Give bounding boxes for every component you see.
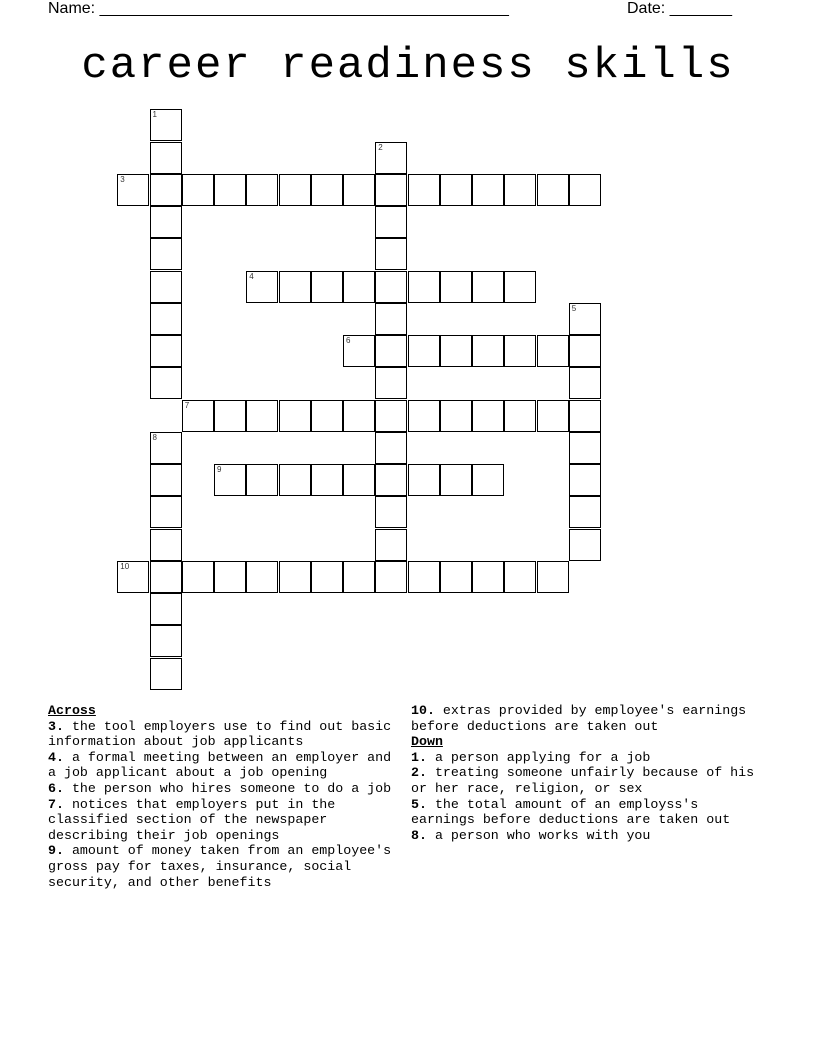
grid-cell[interactable]	[375, 271, 407, 303]
grid-cell[interactable]	[472, 400, 504, 432]
across-heading: Across	[48, 703, 96, 718]
grid-cell[interactable]	[408, 561, 440, 593]
clue-number: 1	[152, 110, 157, 120]
grid-cell[interactable]	[311, 271, 343, 303]
grid-cell[interactable]	[569, 367, 601, 399]
down-clue	[411, 765, 766, 796]
grid-cell[interactable]	[569, 496, 601, 528]
grid-cell[interactable]	[150, 271, 182, 303]
grid-cell[interactable]	[408, 400, 440, 432]
grid-cell[interactable]	[343, 400, 375, 432]
grid-cell[interactable]	[150, 658, 182, 690]
grid-cell[interactable]	[375, 496, 407, 528]
grid-cell[interactable]	[537, 335, 569, 367]
grid-cell[interactable]	[150, 109, 182, 141]
grid-cell[interactable]	[504, 561, 536, 593]
grid-cell[interactable]	[214, 464, 246, 496]
grid-cell[interactable]	[504, 271, 536, 303]
grid-cell[interactable]	[343, 174, 375, 206]
grid-cell[interactable]	[150, 206, 182, 238]
clue-number: 3	[120, 174, 125, 184]
grid-cell[interactable]	[246, 561, 278, 593]
grid-cell[interactable]	[279, 174, 311, 206]
grid-cell[interactable]	[311, 561, 343, 593]
clue-text: a formal meeting between an employer and a job applicant about a job opening	[48, 749, 392, 781]
grid-cell[interactable]	[375, 238, 407, 270]
grid-cell[interactable]	[182, 400, 214, 432]
grid-cell[interactable]	[537, 400, 569, 432]
clue-text: the total amount of an employss's earnings before deductions are taken out	[411, 796, 731, 828]
grid-cell[interactable]	[408, 174, 440, 206]
down-clue	[411, 828, 766, 844]
grid-cell[interactable]	[150, 529, 182, 561]
grid-cell[interactable]	[150, 496, 182, 528]
across-clue	[48, 797, 403, 844]
down-clue	[411, 750, 766, 766]
grid-cell[interactable]	[246, 464, 278, 496]
clue-text: the person who hires someone to do a job	[63, 780, 392, 796]
clue-text: notices that employers put in the classified section of the newspaper describing their job openings	[48, 796, 336, 843]
grid-cell[interactable]	[440, 335, 472, 367]
clue-number: 7	[184, 400, 190, 410]
grid-cell[interactable]	[440, 561, 472, 593]
puzzle-title: career readiness skills	[81, 41, 735, 91]
clue-text: a person who works with you	[426, 827, 651, 843]
across-clue	[48, 750, 403, 781]
clue-text: a person applying for a job	[426, 749, 651, 765]
grid-cell[interactable]	[150, 335, 182, 367]
clue-text: treating someone unfairly because of his or her race, religion, or sex	[411, 765, 755, 796]
grid-cell[interactable]	[279, 561, 311, 593]
grid-cell[interactable]	[375, 561, 407, 593]
clue-number: 9.	[48, 843, 64, 859]
clue-text: the tool employers use to find out basic information about job applicants	[48, 718, 392, 750]
grid-cell[interactable]	[440, 174, 472, 206]
clue-number: 10	[120, 561, 130, 571]
name-field-label: Name: ______________________________________________	[48, 0, 509, 17]
grid-cell[interactable]	[311, 400, 343, 432]
grid-cell[interactable]	[440, 400, 472, 432]
grid-cell[interactable]	[408, 335, 440, 367]
clue-number: 1.	[411, 749, 427, 765]
grid-cell[interactable]	[150, 561, 182, 593]
grid-cell[interactable]	[246, 400, 278, 432]
grid-cell[interactable]	[150, 625, 182, 657]
grid-cell[interactable]	[311, 464, 343, 496]
clue-text: extras provided by employee's earnings before deductions are taken out	[411, 703, 747, 734]
grid-cell[interactable]	[279, 464, 311, 496]
grid-cell[interactable]	[472, 174, 504, 206]
grid-cell[interactable]	[343, 464, 375, 496]
grid-cell[interactable]	[375, 206, 407, 238]
grid-cell[interactable]	[182, 561, 214, 593]
grid-cell[interactable]	[343, 271, 375, 303]
clues-left-column	[48, 703, 403, 890]
clue-number: 9	[217, 465, 222, 474]
grid-cell[interactable]	[537, 561, 569, 593]
grid-cell[interactable]	[150, 464, 182, 496]
down-clue	[411, 797, 766, 828]
grid-cell[interactable]	[375, 432, 407, 464]
across-clue	[48, 719, 403, 750]
clue-number: 6	[346, 336, 351, 345]
grid-cell[interactable]	[375, 174, 407, 206]
clue-number: 8	[152, 432, 157, 442]
grid-cell[interactable]	[504, 335, 536, 367]
grid-cell[interactable]	[569, 400, 601, 432]
grid-cell[interactable]	[408, 271, 440, 303]
clue-number: 8.	[411, 827, 427, 843]
grid-cell[interactable]	[182, 174, 214, 206]
grid-cell[interactable]	[440, 464, 472, 496]
grid-cell[interactable]	[472, 335, 504, 367]
grid-cell[interactable]	[246, 174, 278, 206]
grid-cell[interactable]	[150, 367, 182, 399]
grid-cell[interactable]	[214, 561, 246, 593]
grid-cell[interactable]	[569, 303, 601, 335]
grid-cell[interactable]	[569, 174, 601, 206]
grid-cell[interactable]	[375, 142, 407, 174]
down-heading: Down	[411, 734, 443, 750]
grid-cell[interactable]	[150, 142, 182, 174]
grid-cell[interactable]	[537, 174, 569, 206]
grid-cell[interactable]	[472, 561, 504, 593]
grid-cell[interactable]	[343, 335, 375, 367]
grid-cell[interactable]	[214, 400, 246, 432]
grid-cell[interactable]	[472, 271, 504, 303]
grid-cell[interactable]	[246, 271, 278, 303]
grid-cell[interactable]	[375, 464, 407, 496]
across-clue	[48, 843, 403, 890]
grid-cell[interactable]	[117, 561, 149, 593]
grid-cell[interactable]	[117, 174, 149, 206]
clue-text: amount of money taken from an employee's gross pay for taxes, insurance, social security, and other benefits	[48, 843, 392, 890]
grid-cell[interactable]	[150, 593, 182, 625]
grid-cell[interactable]	[214, 174, 246, 206]
clue-number: 5.	[411, 796, 427, 812]
grid-cell[interactable]	[569, 432, 601, 464]
clue-number: 3.	[48, 718, 64, 734]
grid-cell[interactable]	[279, 271, 311, 303]
grid-cell[interactable]	[375, 367, 407, 399]
grid-cell[interactable]	[440, 271, 472, 303]
grid-cell[interactable]	[375, 303, 407, 335]
grid-cell[interactable]	[375, 400, 407, 432]
grid-cell[interactable]	[408, 464, 440, 496]
clue-number: 4.	[48, 749, 64, 765]
clues-right-column	[411, 703, 766, 843]
grid-cell[interactable]	[569, 464, 601, 496]
grid-cell[interactable]	[343, 561, 375, 593]
grid-cell[interactable]	[311, 174, 343, 206]
grid-cell[interactable]	[569, 529, 601, 561]
clue-number: 4	[249, 271, 254, 281]
across-clue	[411, 703, 766, 734]
grid-cell[interactable]	[375, 529, 407, 561]
clue-number: 7.	[48, 796, 64, 812]
grid-cell[interactable]	[279, 400, 311, 432]
clue-number: 2	[378, 142, 383, 152]
clue-number: 10.	[411, 703, 435, 718]
grid-cell[interactable]	[150, 432, 182, 464]
grid-cell[interactable]	[150, 238, 182, 270]
grid-cell[interactable]	[569, 335, 601, 367]
grid-cell[interactable]	[150, 174, 182, 206]
clue-number: 6.	[48, 780, 64, 796]
grid-cell[interactable]	[504, 400, 536, 432]
clue-number: 5	[571, 303, 577, 313]
clue-number: 2.	[411, 765, 427, 781]
grid-cell[interactable]	[504, 174, 536, 206]
grid-cell[interactable]	[150, 303, 182, 335]
date-field-label: Date: _______	[627, 0, 732, 17]
across-clue	[48, 781, 403, 797]
grid-cell[interactable]	[472, 464, 504, 496]
grid-cell[interactable]	[375, 335, 407, 367]
